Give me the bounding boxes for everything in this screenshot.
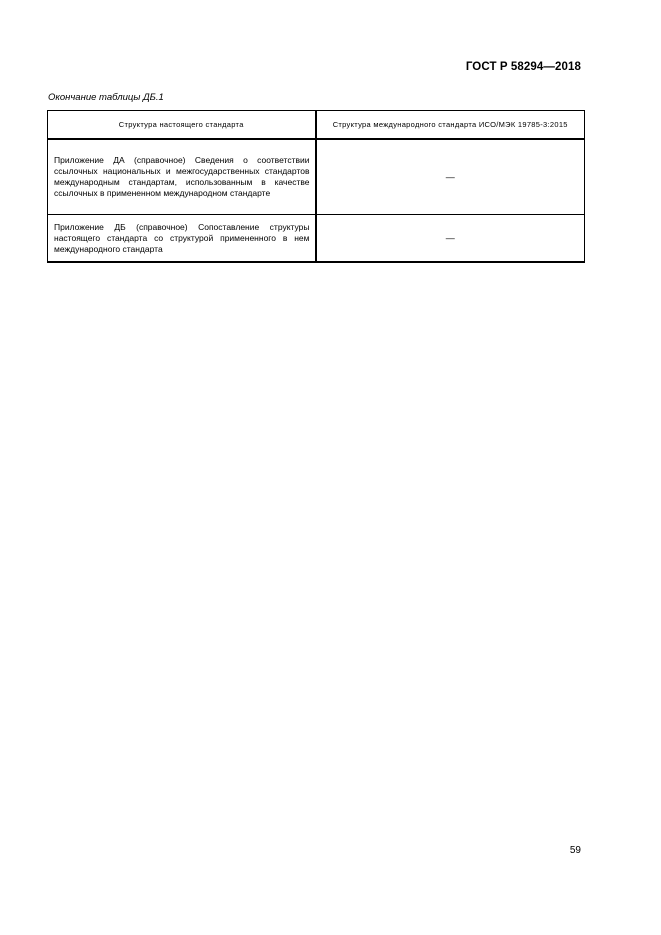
table-cell-current: Приложение ДБ (справочное) Сопоставление структуры настоящего стандарта со структурой примененного в нем международного стандарта (48, 215, 316, 263)
table-row (48, 215, 585, 263)
document-code: ГОСТ Р 58294—2018 (465, 61, 581, 73)
comparison-table (47, 110, 585, 263)
table-header-row (48, 111, 585, 140)
table-cell-international: — (316, 139, 585, 215)
column-header-international-standard: Структура международного стандарта ИСО/МЭК 19785-3:2015 (316, 111, 585, 140)
page-number: 59 (569, 845, 581, 856)
table-cell-international: — (316, 215, 585, 263)
column-header-current-standard: Структура настоящего стандарта (48, 111, 316, 140)
table-cell-current: Приложение ДА (справочное) Сведения о соответствии ссылочных национальных и межгосударственных стандартов международным стандартам, использованным в качестве ссылочных в примененном международном стандарте (48, 139, 316, 215)
table-caption: Окончание таблицы ДБ.1 (48, 92, 164, 103)
table-row (48, 139, 585, 215)
